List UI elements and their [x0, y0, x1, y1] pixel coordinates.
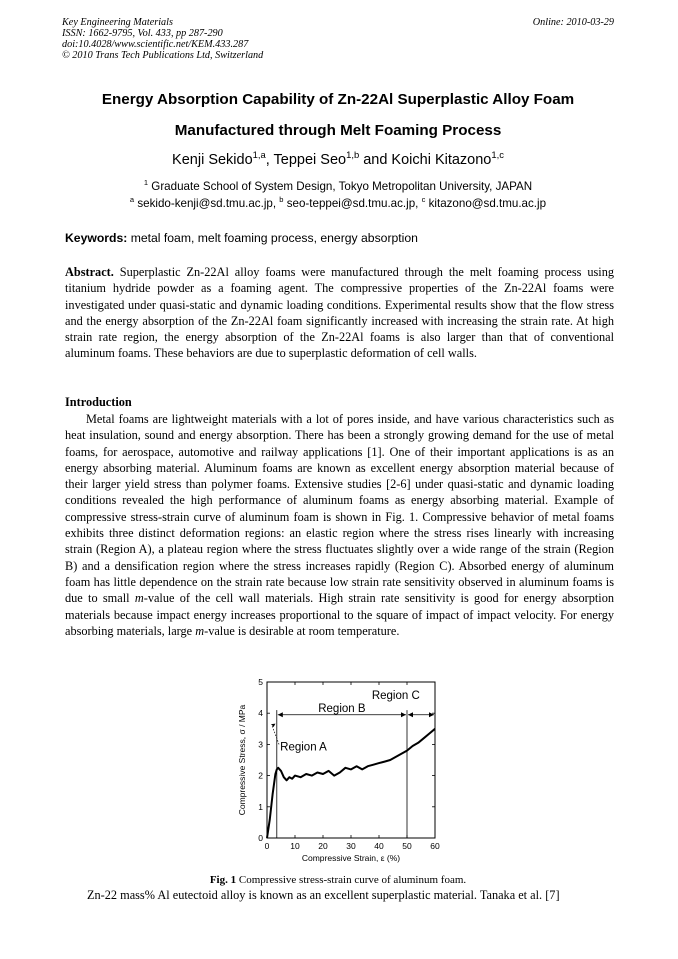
email-sup: b [279, 195, 284, 205]
header-copyright: © 2010 Trans Tech Publications Ltd, Switzerland [62, 50, 264, 61]
author-sup: 1,a [252, 149, 266, 161]
author-name: Koichi Kitazono [391, 152, 492, 168]
keywords-label: Keywords: [65, 231, 128, 245]
intro-text-c: -value is desirable at room temperature. [204, 623, 400, 638]
x-tick-label: 10 [290, 841, 300, 851]
figure-caption [62, 874, 614, 886]
author-sup: 1,c [491, 149, 504, 161]
region-c-label: Region C [371, 690, 420, 703]
email-sup: c [421, 195, 426, 205]
header-issn: ISSN: 1662-9795, Vol. 433, pp 287-290 [62, 28, 223, 39]
region-c-arrowhead-left [408, 712, 413, 717]
x-tick-label: 60 [430, 841, 440, 851]
email-sup: a [129, 195, 135, 205]
y-axis-label: Compressive Stress, σ / MPa [237, 704, 247, 816]
header-journal: Key Engineering Materials [62, 17, 173, 28]
author-name: Kenji Sekido [172, 152, 253, 168]
region-b-arrowhead-right [401, 712, 406, 717]
y-tick-label: 5 [258, 677, 263, 687]
affiliation-text: Graduate School of System Design, Tokyo Metropolitan University, JAPAN [151, 180, 533, 193]
region-b-label: Region B [318, 702, 366, 715]
region-a-label: Region A [280, 741, 327, 754]
paper-title-line1: Energy Absorption Capability of Zn-22Al Superplastic Alloy Foam [101, 91, 575, 108]
x-tick-label: 50 [402, 841, 412, 851]
x-tick-label: 0 [264, 841, 270, 851]
region-a-leader [271, 724, 279, 744]
y-tick-label: 3 [258, 739, 263, 750]
next-paragraph-line: Zn-22 mass% Al eutectoid alloy is known as an excellent superplastic material. Tanaka et al. [7] [87, 888, 560, 902]
x-axis-label: Compressive Strain, ε (%) [301, 853, 401, 863]
y-tick-label: 4 [258, 708, 263, 719]
author-name: Teppei Seo [273, 152, 347, 168]
header-doi: doi:10.4028/www.scientific.net/KEM.433.287 [62, 39, 249, 50]
author-sep: , [265, 152, 274, 168]
y-tick-label: 2 [258, 770, 263, 781]
author-list [62, 149, 614, 168]
intro-text-a: Metal foams are lightweight materials with a lot of pores inside, and have various characteristics such as heat insulation, sound and energy absorption. There has been a strongly growing demand for the use of metal foams, for aerospace, automotive and railway applications [1]. One of their important applications is as an energy absorbing material. Aluminum foams are known as excellent energy absorption material because of their larger yield stress than polymer foams. Extensive studies [2-6] under quasi-static and dynamic loading conditions revealed the high performance of aluminum foams as energy absorbing material. Example of compressive stress-strain curve of aluminum foam is shown in Fig. 1. Compressive behavior of metal foams exhibits three distinct deformation regions: an elastic region where the stress rises linearly with increasing strain (Region A), a plateau region where the stress fluctuates slightly over a wide range of the strain (Region B) and a densification region where the stress increases rapidly (Region C). Absorbed energy of aluminum foam has little dependence on the strain rate because low strain rate sensitivity observed in aluminum foams is due to small [65, 412, 614, 606]
y-tick-label: 1 [258, 801, 263, 812]
email-text: kitazono@sd.tmu.ac.jp [428, 197, 547, 210]
affiliation-sup: 1 [143, 178, 149, 188]
intro-m-italic: m [195, 623, 205, 638]
keywords-text: metal foam, melt foaming process, energy absorption [130, 231, 418, 245]
keywords-line [65, 231, 418, 245]
author-sep: and [359, 152, 392, 168]
email-text: seo-teppei@sd.tmu.ac.jp, [286, 197, 422, 210]
x-tick-label: 20 [318, 841, 328, 851]
abstract-paragraph [65, 264, 614, 362]
email-list [62, 197, 614, 210]
author-sup: 1,b [346, 149, 360, 161]
introduction-heading: Introduction [65, 395, 132, 409]
header-online-date: Online: 2010-03-29 [532, 17, 614, 28]
paper-title-line2: Manufactured through Melt Foaming Process [174, 122, 502, 139]
abstract-label: Abstract. [65, 265, 114, 279]
introduction-paragraph [65, 411, 614, 639]
intro-text-b: -value of the cell wall materials. High strain rate sensitivity is good for energy absorption materials because impact energy increases proportional to the square of impact of impact velocity. For energy absorbing materials, large [65, 591, 614, 638]
x-tick-label: 30 [346, 841, 356, 851]
intro-m-italic: m [134, 591, 144, 606]
figure-caption-text: Compressive stress-strain curve of aluminum foam. [238, 874, 467, 886]
y-tick-label: 0 [258, 833, 263, 843]
x-tick-label: 40 [374, 841, 384, 851]
region-b-arrowhead-left [278, 712, 283, 717]
figure-label: Fig. 1 [209, 874, 237, 886]
figure-1 [230, 676, 450, 870]
abstract-text: Superplastic Zn-22Al alloy foams were manufactured through the melt foaming process using titanium hydride powder as a foaming agent. The compressive properties of the Zn-22Al foams were investigated under quasi-static and dynamic loading conditions. Experimental results show that the flow stress and the energy absorption of the Zn-22Al foam significantly increased with increasing the strain rate. At high strain rate region, the energy absorption of the Zn-22Al foams is also larger than that of conventional aluminum foams. These behaviors are due to superplastic deformation of cell walls. [65, 265, 614, 361]
stress-strain-chart [230, 676, 450, 870]
email-text: sekido-kenji@sd.tmu.ac.jp, [137, 197, 280, 210]
affiliation [62, 180, 614, 193]
